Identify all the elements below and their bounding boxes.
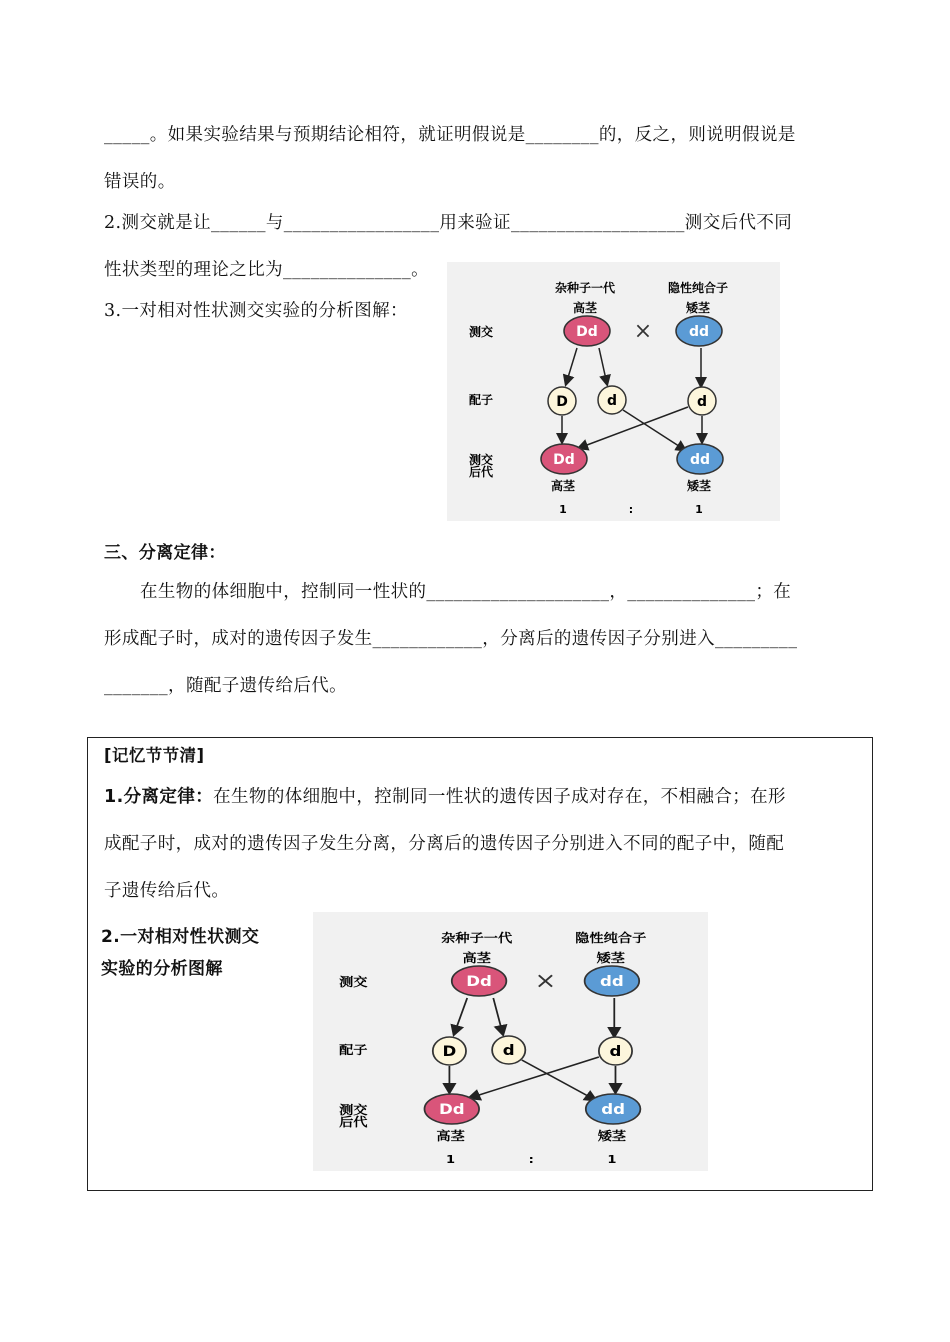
ratio-colon: : [528,1152,534,1166]
ratio-colon: : [628,503,634,516]
cross-symbol: × [633,319,653,344]
row-label-gamete: 配子 [339,1043,368,1058]
parent2-trait: 矮茎 [596,951,625,966]
memory-item1-label: 1.分离定律： [104,787,214,807]
parent2-trait: 矮茎 [685,301,711,315]
testcross-diagram-2 [313,912,708,1171]
parent1-title: 杂种子一代 [554,281,616,295]
gamete-d2: d [696,394,708,410]
gamete-d1: d [606,393,618,409]
row-label-offspring-1: 测交 [339,1103,368,1118]
ratio-right: 1 [607,1152,617,1166]
section3-heading: 三、分离定律： [104,543,226,563]
section2-line3: 2.测交就是让______与_________________用来验证___________________测交后代不同 [104,213,793,233]
offspring1-trait: 高茎 [436,1129,465,1144]
row-label-offspring-2: 后代 [339,1115,368,1130]
section2-line2: 错误的。 [104,172,176,192]
parent1-genotype: Dd [576,324,598,340]
row-label-offspring-2: 后代 [469,465,494,479]
row-label-gamete: 配子 [469,393,494,407]
ratio-right: 1 [695,503,703,516]
parent1-title: 杂种子一代 [441,931,513,946]
testcross-diagram-1 [447,262,780,521]
memory-item1-text: 在生物的体细胞中，控制同一性状的遗传因子成对存在，不相融合；在形 [213,787,786,807]
section3-line2: 形成配子时，成对的遗传因子发生____________，分离后的遗传因子分别进入_________ [104,629,798,649]
memory-item1-line3: 子遗传给后代。 [104,881,230,901]
gamete-d1: d [502,1042,515,1059]
memory-item2-line1: 2.一对相对性状测交 [101,927,260,947]
section3-line3: _______，随配子遗传给后代。 [104,676,348,696]
gamete-D: D [556,394,568,410]
offspring2-genotype: dd [601,1101,625,1118]
parent1-trait: 高茎 [572,301,598,315]
offspring2-trait: 矮茎 [686,479,712,493]
section2-line4: 性状类型的理论之比为______________。 [104,260,429,280]
cross-symbol: × [534,967,557,994]
row-label-offspring-1: 测交 [469,453,494,467]
offspring1-genotype: Dd [553,452,575,468]
parent2-title: 隐性纯合子 [667,281,729,295]
offspring2-genotype: dd [689,452,711,468]
ratio-left: 1 [559,503,567,516]
offspring1-trait: 高茎 [550,479,576,493]
testcross-diagram-svg [447,262,780,521]
memory-item1-line1 [104,783,786,808]
testcross-diagram-svg-2 [313,912,708,1171]
parent2-title: 隐性纯合子 [575,931,647,946]
parent1-trait: 高茎 [462,951,491,966]
row-label-testcross: 测交 [469,325,494,339]
offspring2-trait: 矮茎 [597,1129,627,1144]
memory-title: [记忆节节清] [104,746,205,765]
parent2-genotype: dd [688,324,710,340]
offspring1-genotype: Dd [438,1101,465,1118]
parent1-genotype: Dd [466,973,492,990]
gamete-D: D [442,1043,457,1060]
row-label-testcross: 测交 [339,975,368,990]
ratio-left: 1 [446,1152,456,1166]
section2-line1: _____。如果实验结果与预期结论相符，就证明假说是________的，反之，则说明假说是 [104,125,796,145]
memory-item2-line2: 实验的分析图解 [101,959,223,979]
memory-item1-line2: 成配子时，成对的遗传因子发生分离，分离后的遗传因子分别进入不同的配子中，随配 [104,834,785,854]
section2-line5: 3.一对相对性状测交实验的分析图解： [104,301,408,321]
gamete-d2: d [609,1043,622,1060]
section3-line1: 在生物的体细胞中，控制同一性状的____________________，______________；在 [140,582,792,602]
parent2-genotype: dd [600,973,624,990]
